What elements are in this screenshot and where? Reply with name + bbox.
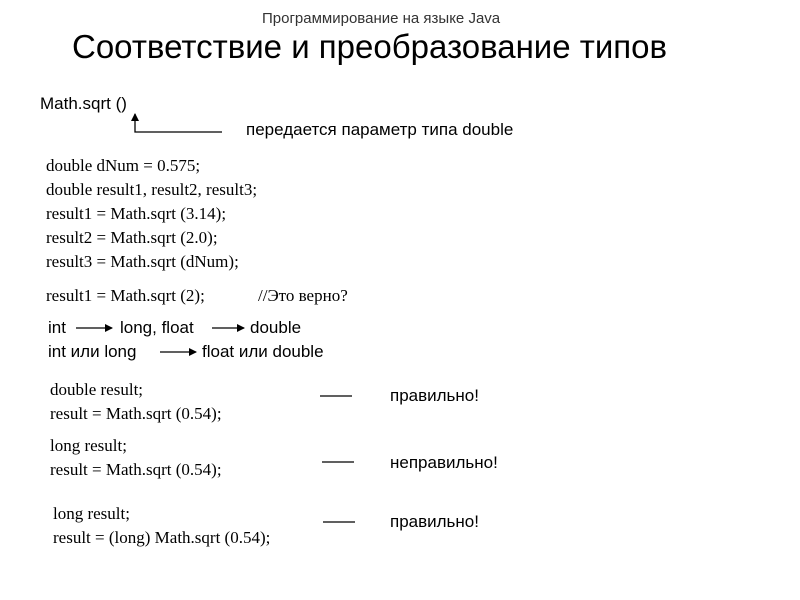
example-line: result = Math.sqrt (0.54); — [50, 460, 222, 479]
course-subtitle: Программирование на языке Java — [262, 10, 501, 27]
example-line: double result; — [50, 380, 144, 399]
example-3-verdict: правильно! — [390, 512, 479, 531]
page-title: Соответствие и преобразование типов — [72, 28, 668, 65]
conversion-long-float: long, float — [120, 318, 194, 337]
sqrt-parameter-note: передается параметр типа double — [246, 120, 514, 139]
question-comment: //Это верно? — [258, 286, 348, 305]
question-code: result1 = Math.sqrt (2); — [46, 286, 205, 305]
conversion-int: int — [48, 318, 66, 337]
example-line: long result; — [50, 436, 127, 455]
example-2-verdict: неправильно! — [390, 453, 498, 472]
example-line: result = (long) Math.sqrt (0.54); — [53, 528, 271, 547]
code-line: double dNum = 0.575; — [46, 156, 201, 175]
sqrt-method-label: Math.sqrt () — [40, 94, 127, 113]
code-line: double result1, result2, result3; — [46, 180, 258, 199]
code-line: result3 = Math.sqrt (dNum); — [46, 252, 239, 271]
example-1-verdict: правильно! — [390, 386, 479, 405]
sqrt-bracket-arrow — [135, 114, 222, 132]
conversion-int-or-long: int или long — [48, 342, 137, 361]
code-line: result1 = Math.sqrt (3.14); — [46, 204, 227, 223]
code-line: result2 = Math.sqrt (2.0); — [46, 228, 218, 247]
conversion-double: double — [250, 318, 302, 337]
conversion-float-or-double: float или double — [202, 342, 324, 361]
example-line: long result; — [53, 504, 130, 523]
example-line: result = Math.sqrt (0.54); — [50, 404, 222, 423]
